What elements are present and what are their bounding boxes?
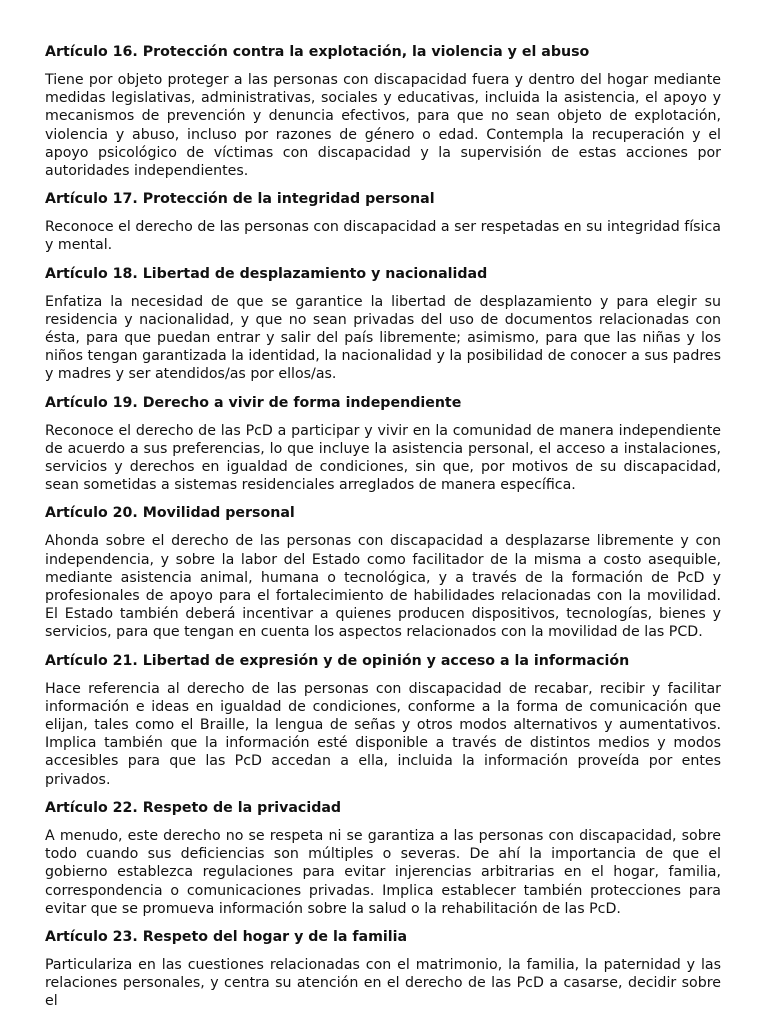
article-title: Artículo 16. Protección contra la explotación, la violencia y el abuso bbox=[45, 44, 590, 60]
article-body: Reconoce el derecho de las personas con discapacidad a ser respetadas en su integridad física y mental. bbox=[45, 219, 721, 254]
article-title: Artículo 21. Libertad de expresión y de opinión y acceso a la información bbox=[45, 652, 630, 669]
article-body: Particulariza en las cuestiones relacionadas con el matrimonio, la familia, la paternidad y las relaciones personales, y centra su atención en el derecho de las PcD a casarse, decidir sobre el bbox=[45, 956, 721, 1010]
article-17 bbox=[45, 190, 721, 254]
article-body: Enfatiza la necesidad de que se garantice la libertad de desplazamiento y para elegir su residencia y nacionalidad, y que no sean privadas del uso de documentos relacionadas con ésta, para que puedan entrar y salir del país libremente; asimismo, para que las niñas y los niños tengan garantizada la identidad, la nacionalidad y la posibilidad de conocer a sus padres y madres y ser atendidos/as por ellos/as. bbox=[45, 293, 721, 383]
article-title: Artículo 18. Libertad de desplazamiento y nacionalidad bbox=[45, 265, 488, 282]
article-title: Artículo 23. Respeto del hogar y de la familia bbox=[45, 928, 408, 945]
article-body: Ahonda sobre el derecho de las personas con discapacidad a desplazarse libremente y con independencia, y sobre la labor del Estado como facilitador de la misma a costo asequible, mediante asistencia animal, humana o tecnológica, y a través de la formación de PcD y profesionales de apoyo para el fortalecimiento de habilidades relacionadas con la movilidad. El Estado también deberá incentivar a quienes producen dispositivos, tecnologías, bienes y servicios, para que tengan en cuenta los aspectos relacionados con la movilidad de las PCD. bbox=[45, 533, 721, 641]
article-title: Artículo 22. Respeto de la privacidad bbox=[45, 799, 342, 816]
article-title: Artículo 17. Protección de la integridad personal bbox=[45, 191, 435, 208]
article-20 bbox=[45, 504, 721, 641]
article-body: Reconoce el derecho de las PcD a participar y vivir en la comunidad de manera independiente de acuerdo a sus preferencias, lo que incluye la asistencia personal, el acceso a instalaciones, servicios y derechos en igualdad de condiciones, sin que, por motivos de su discapacidad, sean sometidas a sistemas residenciales arreglados de manera específica. bbox=[45, 422, 721, 494]
article-19 bbox=[45, 394, 721, 495]
article-21 bbox=[45, 652, 721, 789]
article-16 bbox=[45, 43, 721, 180]
article-body: A menudo, este derecho no se respeta ni se garantiza a las personas con discapacidad, sobre todo cuando sus deficiencias son múltiples o severas. De ahí la importancia de que el gobierno establezca regulaciones para evitar injerencias arbitrarias en el hogar, familia, correspondencia o comunicaciones privadas. Implica establecer también protecciones para evitar que se promueva información sobre la salud o la rehabilitación de las PcD. bbox=[45, 827, 721, 917]
article-22 bbox=[45, 799, 721, 918]
article-23 bbox=[45, 928, 721, 1011]
article-18 bbox=[45, 265, 721, 384]
article-title: Artículo 19. Derecho a vivir de forma independiente bbox=[45, 394, 462, 411]
article-body: Hace referencia al derecho de las personas con discapacidad de recabar, recibir y facilitar información e ideas en igualdad de condiciones, conforme a la forma de comunicación que elijan, tales como el Braille, la lengua de señas y otros modos alternativos y aumentativos. Implica también que la información esté disponible a través de distintos medios y modos accesibles para que las PcD accedan a ella, incluida la información proveída por entes privados. bbox=[45, 680, 721, 788]
article-body: Tiene por objeto proteger a las personas con discapacidad fuera y dentro del hogar mediante medidas legislativas, administrativas, sociales y educativas, incluida la asistencia, el apoyo y mecanismos de prevención y denuncia efectivos, para que no sean objeto de explotación, violencia y abuso, incluso por razones de género o edad. Contempla la recuperación y el apoyo psicológico de víctimas con discapacidad y la supervisión de estas acciones por autoridades independientes. bbox=[45, 72, 721, 180]
article-title: Artículo 20. Movilidad personal bbox=[45, 505, 295, 522]
